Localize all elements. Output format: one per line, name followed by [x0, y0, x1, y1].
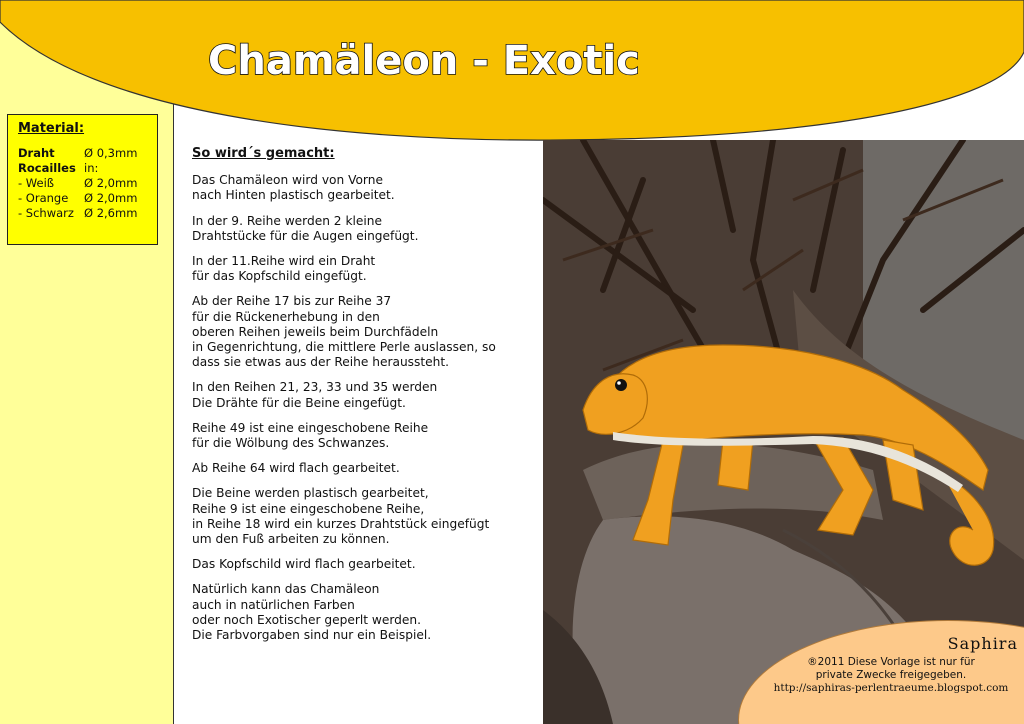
instruction-paragraph: In der 9. Reihe werden 2 kleine Drahtstücke für die Augen eingefügt.	[192, 213, 419, 243]
page-title: Chamäleon - Exotic	[208, 38, 640, 84]
brand-logo: Saphira	[947, 634, 1018, 653]
instruction-paragraph: Reihe 49 ist eine eingeschobene Reihe für die Wölbung des Schwanzes.	[192, 420, 429, 451]
material-row	[18, 176, 151, 191]
instruction-paragraph: In der 11.Reihe wird ein Draht für das Kopfschild eingefügt.	[192, 254, 376, 284]
notice-line: ®2011 Diese Vorlage ist nur für	[807, 656, 975, 668]
material-box	[7, 114, 158, 245]
material-value: Ø 2,0mm	[84, 176, 138, 190]
instruction-paragraph: Das Chamäleon wird von Vorne nach Hinten plastisch gearbeitet.	[192, 173, 395, 203]
instructions	[192, 146, 537, 653]
material-row	[18, 206, 151, 221]
instruction-paragraph: Ab der Reihe 17 bis zur Reihe 37 für die Rückenerhebung in den oberen Reihen jeweils beim Durchfädeln in Gegenrichtung, die mittlere Perle auslassen, so dass sie etwas aus der Reihe heraussteht.	[192, 294, 496, 370]
copyright-notice	[760, 634, 1022, 695]
instruction-paragraph: Ab Reihe 64 wird flach gearbeitet.	[192, 461, 400, 476]
material-row	[18, 191, 151, 206]
material-label: - Weiß	[18, 176, 55, 190]
instruction-paragraph: Die Beine werden plastisch gearbeitet, Reihe 9 ist eine eingeschobene Reihe, in Reihe 18 wird ein kurzes Drahtstück eingefügt um den Fuß arbeiten zu können.	[192, 486, 490, 547]
blog-url: http://saphiras-perlentraeume.blogspot.com	[773, 682, 1009, 694]
material-label: - Orange	[18, 191, 69, 205]
material-row	[18, 146, 151, 161]
instruction-paragraph: Natürlich kann das Chamäleon auch in natürlichen Farben oder noch Exotischer geperlt werden. Die Farbvorgaben sind nur ein Beispiel.	[192, 582, 432, 643]
material-label: Draht	[18, 146, 55, 160]
instructions-heading: So wird´s gemacht:	[192, 146, 335, 161]
material-label: - Schwarz	[18, 206, 74, 220]
material-heading: Material:	[18, 121, 85, 136]
material-value: Ø 2,6mm	[84, 206, 138, 220]
material-value: Ø 0,3mm	[84, 146, 138, 160]
notice-line: private Zwecke freigegeben.	[815, 669, 967, 681]
material-label: Rocailles	[18, 161, 76, 175]
instruction-paragraph: In den Reihen 21, 23, 33 und 35 werden Die Drähte für die Beine eingefügt.	[192, 380, 438, 410]
material-value: Ø 2,0mm	[84, 191, 138, 205]
material-row	[18, 161, 151, 176]
material-value: in:	[84, 161, 99, 175]
instruction-paragraph: Das Kopfschild wird flach gearbeitet.	[192, 557, 416, 572]
